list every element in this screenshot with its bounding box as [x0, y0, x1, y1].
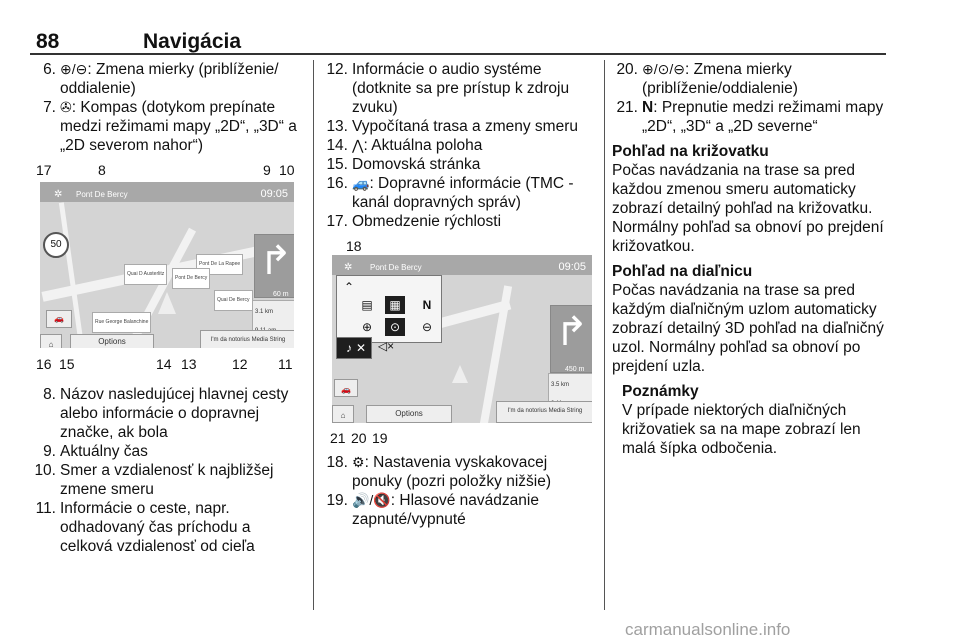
- chevron-up-icon[interactable]: ⌃: [343, 280, 355, 294]
- zoom-in-icon: ⊕/⊖: [60, 61, 88, 77]
- top-bar: [40, 182, 294, 202]
- turn-panel: [254, 234, 294, 298]
- next-street: Pont De Bercy: [76, 190, 128, 199]
- note-box: [622, 382, 892, 458]
- list-item: 16. 🚙: Dopravné informácie (TMC - kanál dopravných správ): [326, 175, 574, 211]
- mute-icon[interactable]: ◁×: [377, 339, 395, 353]
- section-body: Počas navádzania na trase sa pred každou zmenou smeru automaticky zobrazí detailný pohľad na križovatku. Normálny pohľad sa obnoví po prejdení križovatkou.: [612, 162, 884, 255]
- audio-info[interactable]: I'm da notorius Media String: [496, 401, 592, 423]
- column-divider: [604, 60, 605, 610]
- zoom-icons: ⊕/⊙/⊖: [642, 61, 685, 77]
- turn-panel: [550, 305, 592, 373]
- sound-off-icon[interactable]: ✕: [355, 341, 367, 355]
- column-1: [30, 60, 300, 556]
- callout-18: 18: [346, 238, 362, 254]
- traffic-button[interactable]: [334, 379, 358, 397]
- zoom-icon[interactable]: ⊙: [385, 318, 405, 336]
- list-item: 6. ⊕/⊖: Zmena mierky (priblíženie/ oddialenie): [43, 61, 279, 97]
- traffic-icon: 🚗: [54, 314, 64, 323]
- options-button[interactable]: Options: [70, 334, 154, 348]
- traffic-button[interactable]: [46, 310, 72, 328]
- list-item: 8. Názov nasledujúcej hlavnej cesty alebo informácie o dopravnej značke, ak bola: [43, 386, 289, 441]
- top-bar: [332, 255, 592, 275]
- list-item: 17. Obmedzenie rýchlosti: [326, 213, 502, 230]
- page-header: [30, 27, 886, 55]
- sound-on-icon: 🔊/🔇: [352, 492, 391, 508]
- callout-10: 10: [279, 162, 295, 178]
- list-item: 9. Aktuálny čas: [43, 443, 148, 460]
- clock: 09:05: [558, 261, 586, 273]
- eta-box: 3.1 km: [252, 300, 294, 344]
- sound-on-icon[interactable]: ♪: [346, 341, 352, 355]
- map-screen: [332, 255, 592, 423]
- turn-right-icon: ↱: [555, 310, 589, 354]
- home-button[interactable]: [332, 405, 354, 423]
- callout-8: 8: [98, 162, 106, 178]
- list-item: 18. ⚙: Nastavenia vyskakovacej ponuky (pozri položky nižšie): [326, 454, 552, 490]
- traffic-icon: 🚙: [352, 175, 370, 191]
- map-3d-icon[interactable]: ▦: [385, 296, 405, 314]
- column-3: [612, 60, 892, 458]
- callout-9: 9: [263, 162, 271, 178]
- turn-right-icon: ↱: [259, 239, 293, 283]
- audio-info[interactable]: I'm da notorius Media String: [200, 330, 294, 348]
- list-item: 10. Smer a vzdialenosť k najbližšej zmene smeru: [34, 462, 274, 498]
- list-item: 19. 🔊/🔇: Hlasové navádzanie zapnuté/vypnuté: [326, 492, 539, 528]
- turn-distance: 450 m: [565, 366, 585, 373]
- section-heading: Pohľad na križovatku: [612, 143, 769, 160]
- home-icon: ⌂: [48, 340, 54, 348]
- eta-box: 3.5 km: [548, 373, 592, 417]
- speed-limit-sign: 50: [43, 232, 69, 258]
- options-button[interactable]: Options: [366, 405, 452, 423]
- map-2d-icon[interactable]: ▤: [361, 298, 373, 312]
- gear-icon[interactable]: ✲: [344, 262, 353, 273]
- settings-icon: ⚙: [352, 454, 365, 470]
- list-item: 7. ✇: Kompas (dotykom prepínate medzi režimami mapy „2D“, „3D“ a „2D severom nahor“): [43, 99, 297, 154]
- gear-icon[interactable]: ✲: [54, 189, 63, 200]
- north-up-icon[interactable]: N: [422, 298, 432, 312]
- position-icon: ⋀: [352, 137, 364, 153]
- column-divider: [313, 60, 314, 610]
- map-screen: ✲ Pont De Bercy 09:05 50 Quai D Austerlitz Pont De La Rapee Pont De Bercy Quai De Bercy Rue George Balanchine ↱ 60 m 3.1 km 🚗 ⌂ Options I'm da notorius Media String: [40, 182, 294, 348]
- nav-screen-figure-1: 17 8 9 10 ✲ Pont De Bercy 09:05 50 Quai D Austerlitz Pont De La Rapee Pont De Bercy Quai De Bercy Rue George Balanchine ↱ 60 m 3.1 km 🚗 ⌂ Options I'm da notorius Media String 16 15 14 13 12 11: [36, 162, 295, 372]
- note-body: V prípade niektorých diaľničných križovatiek sa na mape zobrazí len malá šípka odbočenia.: [622, 402, 861, 457]
- position-icon: [158, 292, 176, 314]
- page-title: Navigácia: [143, 30, 242, 53]
- page-number: 88: [36, 30, 60, 53]
- list-item: 14. ⋀: Aktuálna poloha: [326, 137, 483, 154]
- home-button[interactable]: [40, 334, 62, 348]
- section-body: Počas navádzania na trase sa pred každým diaľničným uzlom automaticky zobrazí detailný 3D pohľad na diaľničný uzol. Normálny pohľad sa obnoví po prejdení uzla.: [612, 282, 884, 375]
- list-item: 12. Informácie o audio systéme (dotknite sa pre prístup k zdroju zvuku): [326, 61, 570, 116]
- list-item: 20. ⊕/⊙/⊖: Zmena mierky (priblíženie/oddialenie): [616, 61, 798, 97]
- list-item: 11. Informácie o ceste, napr. odhadovaný čas príchodu a celková vzdialenosť od cieľa: [35, 500, 255, 555]
- traffic-icon: 🚗: [341, 385, 351, 394]
- clock: 09:05: [260, 188, 288, 200]
- callout-17: 17: [36, 162, 52, 178]
- position-icon: [452, 365, 468, 383]
- next-street: Pont De Bercy: [370, 263, 422, 272]
- section-heading: Pohľad na diaľnicu: [612, 263, 753, 280]
- list-item: 15. Domovská stránka: [326, 156, 481, 173]
- watermark: carmanualsonline.info: [625, 620, 791, 639]
- zoom-in-icon[interactable]: ⊕: [361, 320, 373, 334]
- note-heading: Poznámky: [622, 383, 699, 400]
- list-item: 13. Vypočítaná trasa a zmeny smeru: [326, 118, 578, 135]
- column-2: [322, 60, 590, 529]
- zoom-out-icon[interactable]: ⊖: [421, 320, 433, 334]
- turn-distance: 60 m: [273, 291, 289, 298]
- sound-popup: [336, 337, 372, 359]
- list-item: 21. N: Prepnutie medzi režimami mapy „2D“, „3D“ a „2D severne“: [616, 99, 884, 135]
- settings-popup: [336, 275, 442, 343]
- home-icon: ⌂: [340, 411, 346, 420]
- compass-icon: ✇: [60, 99, 72, 115]
- nav-screen-figure-2: 18 ✲ Pont De Bercy 09:05 ⌃ ▤ ▦ N ⊕ ⊙ ⊖ ♪ ✕ ◁× ↱ 450 m 3.5 km 🚗 ⌂ Options I'm da notorius Media String 21 20 19: [322, 237, 590, 447]
